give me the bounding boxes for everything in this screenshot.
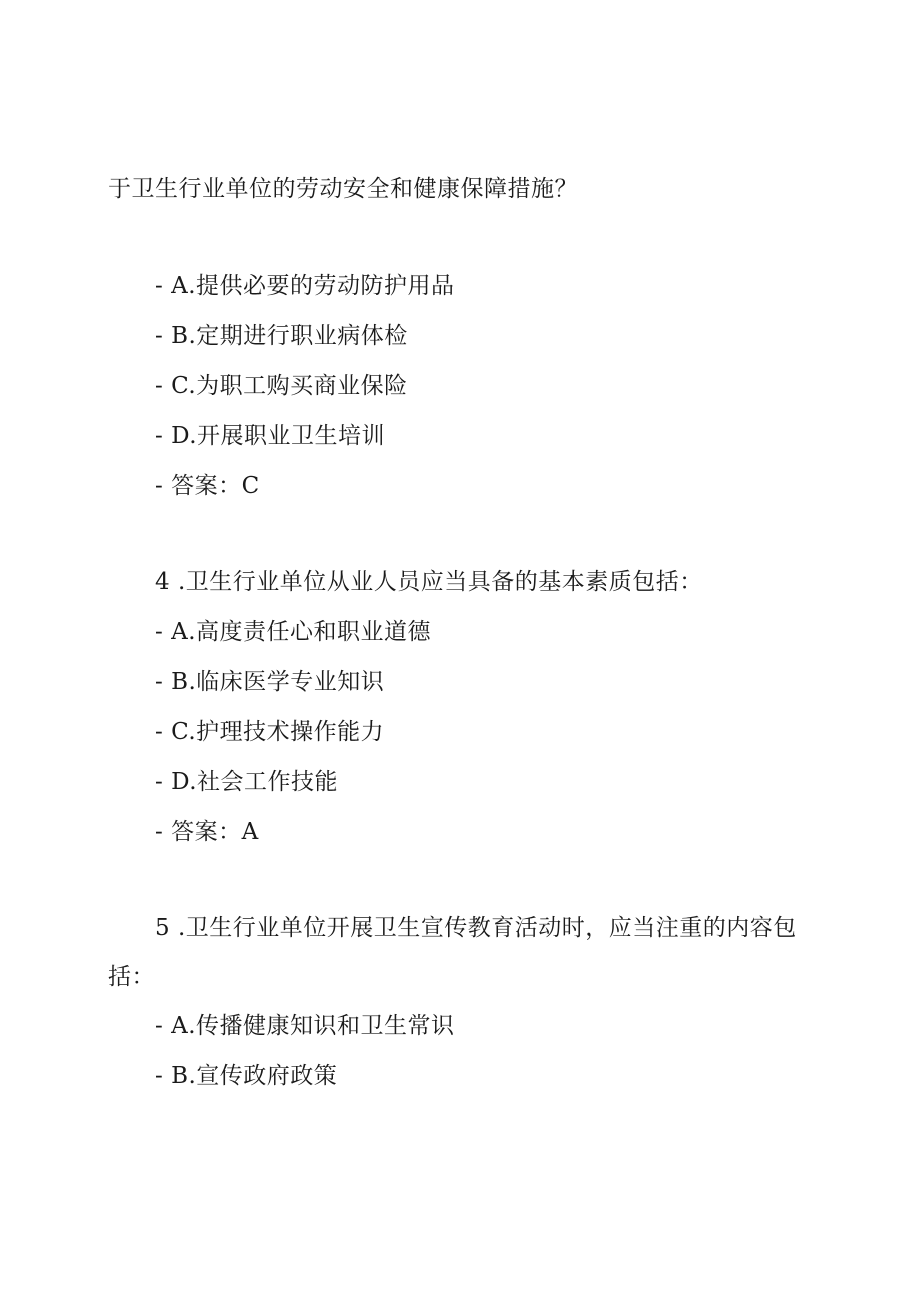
question-5-stem-line-1: 5 .卫生行业单位开展卫生宣传教育活动时，应当注重的内容包 xyxy=(155,915,797,941)
question-3-option-a: - A.提供必要的劳动防护用品 xyxy=(155,273,455,299)
question-5-option-a: - A.传播健康知识和卫生常识 xyxy=(155,1013,455,1039)
question-5-stem-line-2: 括： xyxy=(108,964,155,990)
question-5-option-b: - B.宣传政府政策 xyxy=(155,1063,338,1089)
question-4-stem: 4 .卫生行业单位从业人员应当具备的基本素质包括： xyxy=(155,569,703,595)
question-4-option-c: - C.护理技术操作能力 xyxy=(155,719,385,745)
question-3-option-c: - C.为职工购买商业保险 xyxy=(155,373,408,399)
question-4-option-a: - A.高度责任心和职业道德 xyxy=(155,619,432,645)
question-3-option-b: - B.定期进行职业病体检 xyxy=(155,323,408,349)
question-3-answer: - 答案：C xyxy=(155,473,260,499)
question-4-answer: - 答案：A xyxy=(155,819,259,845)
question-4-option-d: - D.社会工作技能 xyxy=(155,769,339,795)
question-3-stem: 于卫生行业单位的劳动安全和健康保障措施？ xyxy=(108,176,578,202)
question-4-option-b: - B.临床医学专业知识 xyxy=(155,669,385,695)
question-3-option-d: - D.开展职业卫生培训 xyxy=(155,423,386,449)
